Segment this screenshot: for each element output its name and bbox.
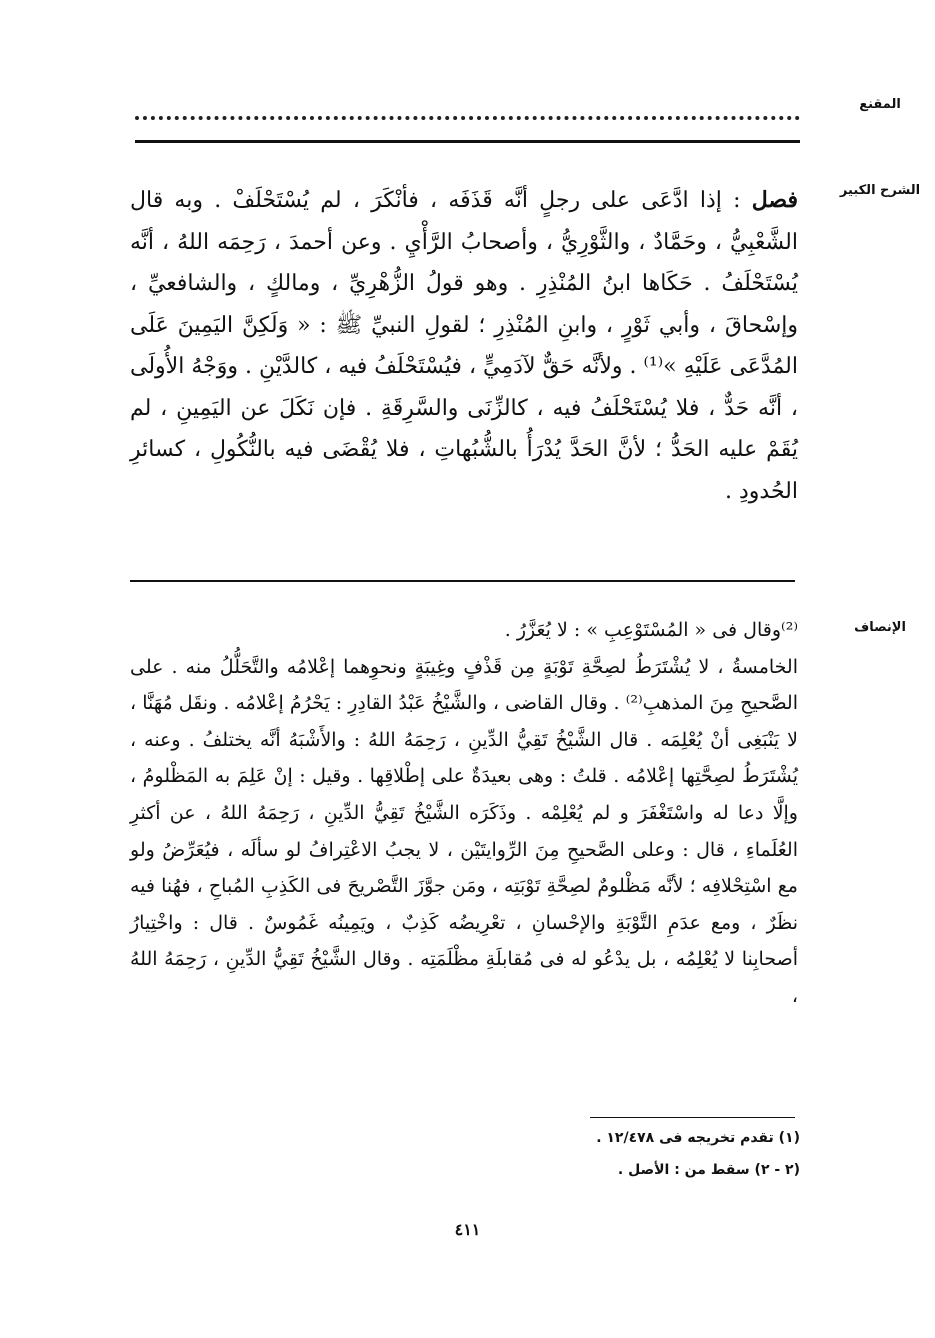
section-divider (130, 580, 795, 582)
footnote-1: (١) تقدم تخريجه فى ١٢/٤٧٨ . (596, 1130, 800, 1146)
fasl-heading: فصل (751, 187, 799, 213)
header-solid-rule (135, 140, 800, 143)
header-dotted-rule (135, 116, 800, 120)
page-number: ٤١١ (454, 1220, 481, 1239)
sharh-body: : إذا ادَّعَى على رجلٍ أنَّه قَذَفَه ، فأنْكَرَ ، لم يُسْتَحْلَفْ . وبه قال الشَّعْبِيُّ ، وحَمَّادٌ ، والثَّوْرِيُّ ، وأصحابُ الرَّأْيِ . وعن أحمدَ ، رَحِمَه اللهُ ، أنَّه يُسْتَحْلَفُ . حَكَاها ابنُ المُنْذِرِ . وهو قولُ الزُّهْرِيِّ ، ومالكٍ ، والشافعيِّ ، وإسْحاقَ ، وأبي ثَوْرٍ ، وابنِ المُنْذِرِ ؛ لقولِ النبيِّ ﷺ : « وَلَكِنَّ اليَمِينَ عَلَى المُدَّعَى عَلَيْهِ »⁽¹⁾ . ولأنَّه حَقٌّ لآدَمِيٍّ ، فيُسْتَحْلَفُ فيه ، كالدَّيْنِ . ووَجْهُ الأُولَى ، أنَّه حَدٌّ ، فلا يُسْتَحْلَفُ فيه ، كالزِّنَى والسَّرِقَةِ . فإن نَكَلَ عن اليَمِينِ ، لم يُقَمْ عليه الحَدُّ ؛ لأنَّ الحَدَّ يُدْرَأُ بالشُّبُهاتِ ، فلا يُقْضَى فيه بالنُّكُولِ ، كسائرِ الحُدودِ . (130, 188, 798, 504)
footnote-rule (590, 1117, 795, 1118)
footnotes (520, 1122, 800, 1186)
insaf-section-label: الإنصاف (854, 620, 906, 635)
insaf-text-block (130, 612, 798, 1015)
sharh-text-block (130, 180, 798, 512)
sharh-paragraph (130, 180, 798, 512)
insaf-paragraph-1: ⁽²⁾وقال فى « المُسْتَوْعِبِ » : لا يُعَزَّرُ . (504, 619, 798, 641)
book-title-label: المقنع (859, 97, 901, 112)
sharh-section-label: الشرح الكبير (839, 183, 921, 198)
footnote-2: (٢ - ٢) سقط من : الأصل . (617, 1162, 800, 1178)
insaf-paragraph-2: الخامسةُ ، لا يُشْتَرَطُ لصِحَّةِ تَوْبَةٍ مِن قَذْفٍ وغِيبَةٍ ونحوِهما إعْلامُه والتَّحَلُّلُ منه . على الصَّحيحِ مِنَ المذهبِ⁽²⁾ . وقال القاضى ، والشَّيْخُ عَبْدُ القادِرِ : يَحْرُمُ إعْلامُه . ونقَل مُهَنَّا ، لا يَنْبَغِى أنْ يُعْلِمَه . قال الشَّيْخُ تَقِيُّ الدِّينِ ، رَحِمَهُ اللهُ : والأَشْبَهُ أنَّه يختلفُ . وعنه ، يُشْتَرَطُ لصِحَّتِها إعْلامُه . قلتُ : وهى بعيدَةٌ على إطْلاقِها . وقيل : إنْ عَلِمَ به المَظْلومُ ، وإلَّا دعا له واسْتَغْفَرَ و لم يُعْلِمْه . وذَكَرَه الشَّيْخُ تَقِيُّ الدِّينِ ، رَحِمَهُ اللهُ ، عن أكثرِ العُلَماءِ ، قال : وعلى الصَّحيحِ مِنَ الرِّوايتَيْن ، لا يجبُ الاعْتِرافُ لو سألَه ، فيُعَرِّضُ ولو مع اسْتِحْلافِه ؛ لأنَّه مَظْلومٌ لصِحَّةِ تَوْبَتِه ، ومَن جوَّزَ التَّصْريحَ فى الكَذِبِ المُباحِ ، فهُنا فيه نظَرٌ ، ومع عدَمِ التَّوْبَةِ والإحْسانِ ، تعْرِيضُه كَذِبٌ ، ويَمِينُه غَمُوسٌ . قال : واخْتِيارُ أصحابِنا لا يُعْلِمُه ، بل يدْعُو له فى مُقابلَةِ مظْلَمَتِه . وقال الشَّيْخُ تَقِيُّ الدِّينِ ، رَحِمَهُ اللهُ ، (130, 655, 798, 1007)
